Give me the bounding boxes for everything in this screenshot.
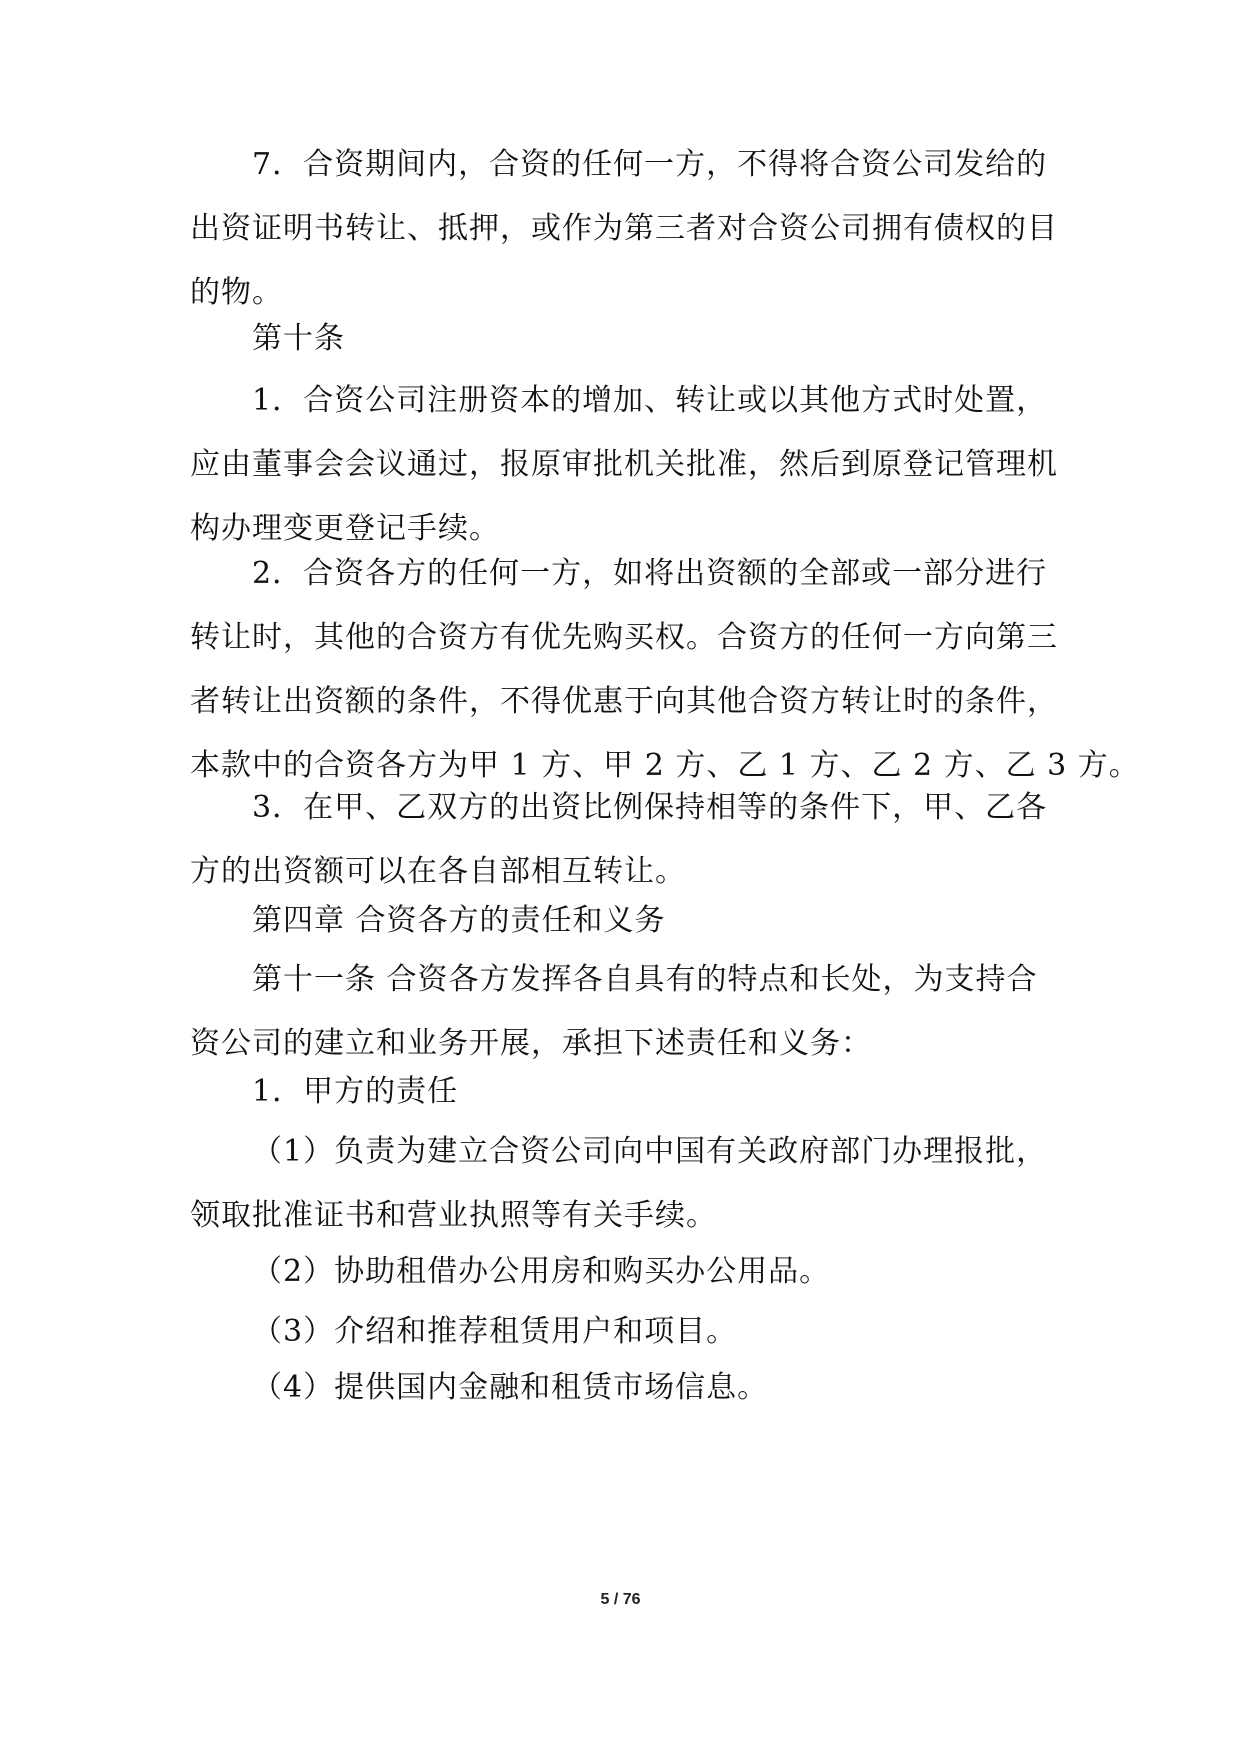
document-body — [190, 1240, 1052, 1304]
text-line: 7．合资期间内，合资的任何一方，不得将合资公司发给的 — [252, 147, 1048, 182]
text-line: 转让时，其他的合资方有优先购买权。合资方的任何一方向第三 — [190, 620, 1058, 655]
document-body — [190, 542, 1140, 798]
text-line: （1）负责为建立合资公司向中国有关政府部门办理报批， — [252, 1134, 1048, 1169]
document-body — [190, 776, 1052, 904]
document-body — [190, 889, 1052, 953]
text-line: 者转让出资额的条件，不得优惠于向其他合资方转让时的条件， — [190, 684, 1058, 719]
text-line: （4）提供国内金融和租赁市场信息。 — [252, 1370, 769, 1405]
text-line: 应由董事会会议通过，报原审批机关批准，然后到原登记管理机 — [190, 447, 1058, 482]
text-line: 方的出资额可以在各自部相互转让。 — [190, 854, 686, 889]
text-line: 2．合资各方的任何一方，如将出资额的全部或一部分进行 — [252, 556, 1048, 591]
text-line: 3．在甲、乙双方的出资比例保持相等的条件下，甲、乙各 — [252, 790, 1048, 825]
document-body — [190, 133, 1058, 325]
section-heading: 1．甲方的责任 — [252, 1074, 459, 1109]
text-line: 出资证明书转让、抵押，或作为第三者对合资公司拥有债权的目 — [190, 211, 1058, 246]
text-line: 构办理变更登记手续。 — [190, 511, 500, 546]
document-body — [190, 1060, 1052, 1124]
text-line: 领取批准证书和营业执照等有关手续。 — [190, 1198, 717, 1233]
document-body — [190, 307, 1052, 371]
text-line: 的物。 — [190, 275, 283, 310]
text-line: 1．合资公司注册资本的增加、转让或以其他方式时处置， — [252, 383, 1048, 418]
text-line: （3）介绍和推荐租赁用户和项目。 — [252, 1314, 738, 1349]
text-line: 资公司的建立和业务开展，承担下述责任和义务： — [190, 1026, 872, 1061]
text-line: （2）协助租借办公用房和购买办公用品。 — [252, 1254, 831, 1289]
page-number: 5 / 76 — [600, 1591, 641, 1608]
document-body — [190, 1356, 1052, 1420]
text-line: 本款中的合资各方为甲 1 方、甲 2 方、乙 1 方、乙 2 方、乙 3 方。 — [190, 748, 1140, 783]
article-heading: 第十条 — [252, 321, 345, 356]
document-body — [190, 369, 1058, 561]
chapter-heading: 第四章 合资各方的责任和义务 — [252, 903, 666, 938]
document-body — [190, 1120, 1052, 1248]
text-line: 第十一条 合资各方发挥各自具有的特点和长处，为支持合 — [252, 962, 1038, 997]
document-body — [190, 1300, 1052, 1364]
document-body — [190, 948, 1052, 1076]
